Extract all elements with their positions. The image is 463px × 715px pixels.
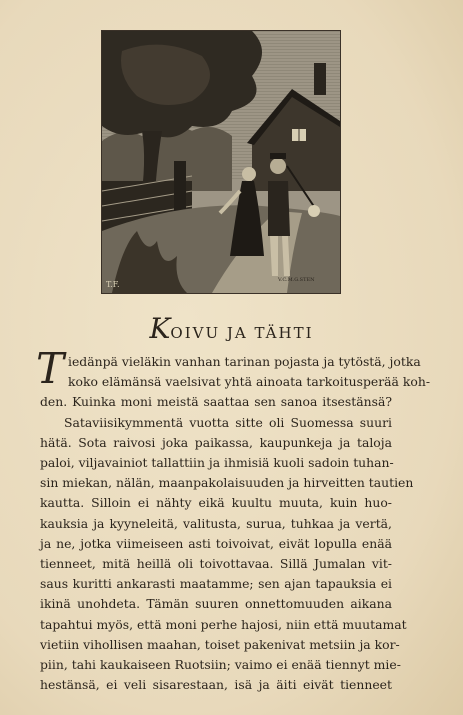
text-line: ja ne, jotka viimeiseen asti toivoivat, eivät lopulla enää [40,535,392,551]
title-rest: OIVU JA TÄHTI [170,324,314,342]
body-text [40,352,431,695]
text-line: saus kuritti ankarasti maatamme; sen ajan tapauksia ei [40,576,392,592]
engraving-illustration [101,30,341,294]
drop-cap: T [36,344,65,393]
text-line: den. Kuinka moni meistä saattaa sen sanoa itsestänsä? [40,394,392,410]
text-line: tapahtui myös, että moni perhe hajosi, niin että muutamat [40,616,407,632]
text-line: hätä. Sota raivosi joka paikassa, kaupunkeja ja taloja [40,434,392,450]
text-line: koko elämänsä vaelsivat yhtä ainoata tarkoitusperää koh- [68,374,431,390]
text-line: tienneet, mitä heillä oli toivottavaa. Sillä Jumalan vit- [40,556,392,572]
text-line: piin, tahi kaukaiseen Ruotsiin; vaimo ei enää tiennyt mie- [40,657,401,673]
text-line: sin miekan, nälän, maanpakolaisuuden ja hirveitten tautien [40,475,414,491]
text-line: Sataviisikymmentä vuotta sitte oli Suomessa suuri [64,414,392,430]
title-initial: K [149,312,171,345]
artist-signature-right: V.C.M.G.STEN [278,277,315,283]
text-line: kautta. Silloin ei nähty eikä kuultu muuta, kuin huo- [40,495,392,511]
text-line: iedänpä vieläkin vanhan tarinan pojasta ja tytöstä, jotka [68,354,421,369]
text-line: ikinä unohdeta. Tämän suuren onnettomuuden aikana [40,596,392,612]
text-line: vietiin vihollisen maahan, toiset pakenivat metsiin ja kor- [40,636,400,652]
text-line: kauksia ja kyyneleitä, valitusta, surua, tuhkaa ja vertä, [40,515,392,531]
artist-signature-left: T.F. [106,280,120,289]
text-line: hestänsä, ei veli sisarestaan, isä ja äiti eivät tienneet [40,677,392,693]
text-line: paloi, viljavainiot tallattiin ja ihmisiä kuoli sadoin tuhan- [40,455,394,471]
chapter-title [0,312,463,345]
